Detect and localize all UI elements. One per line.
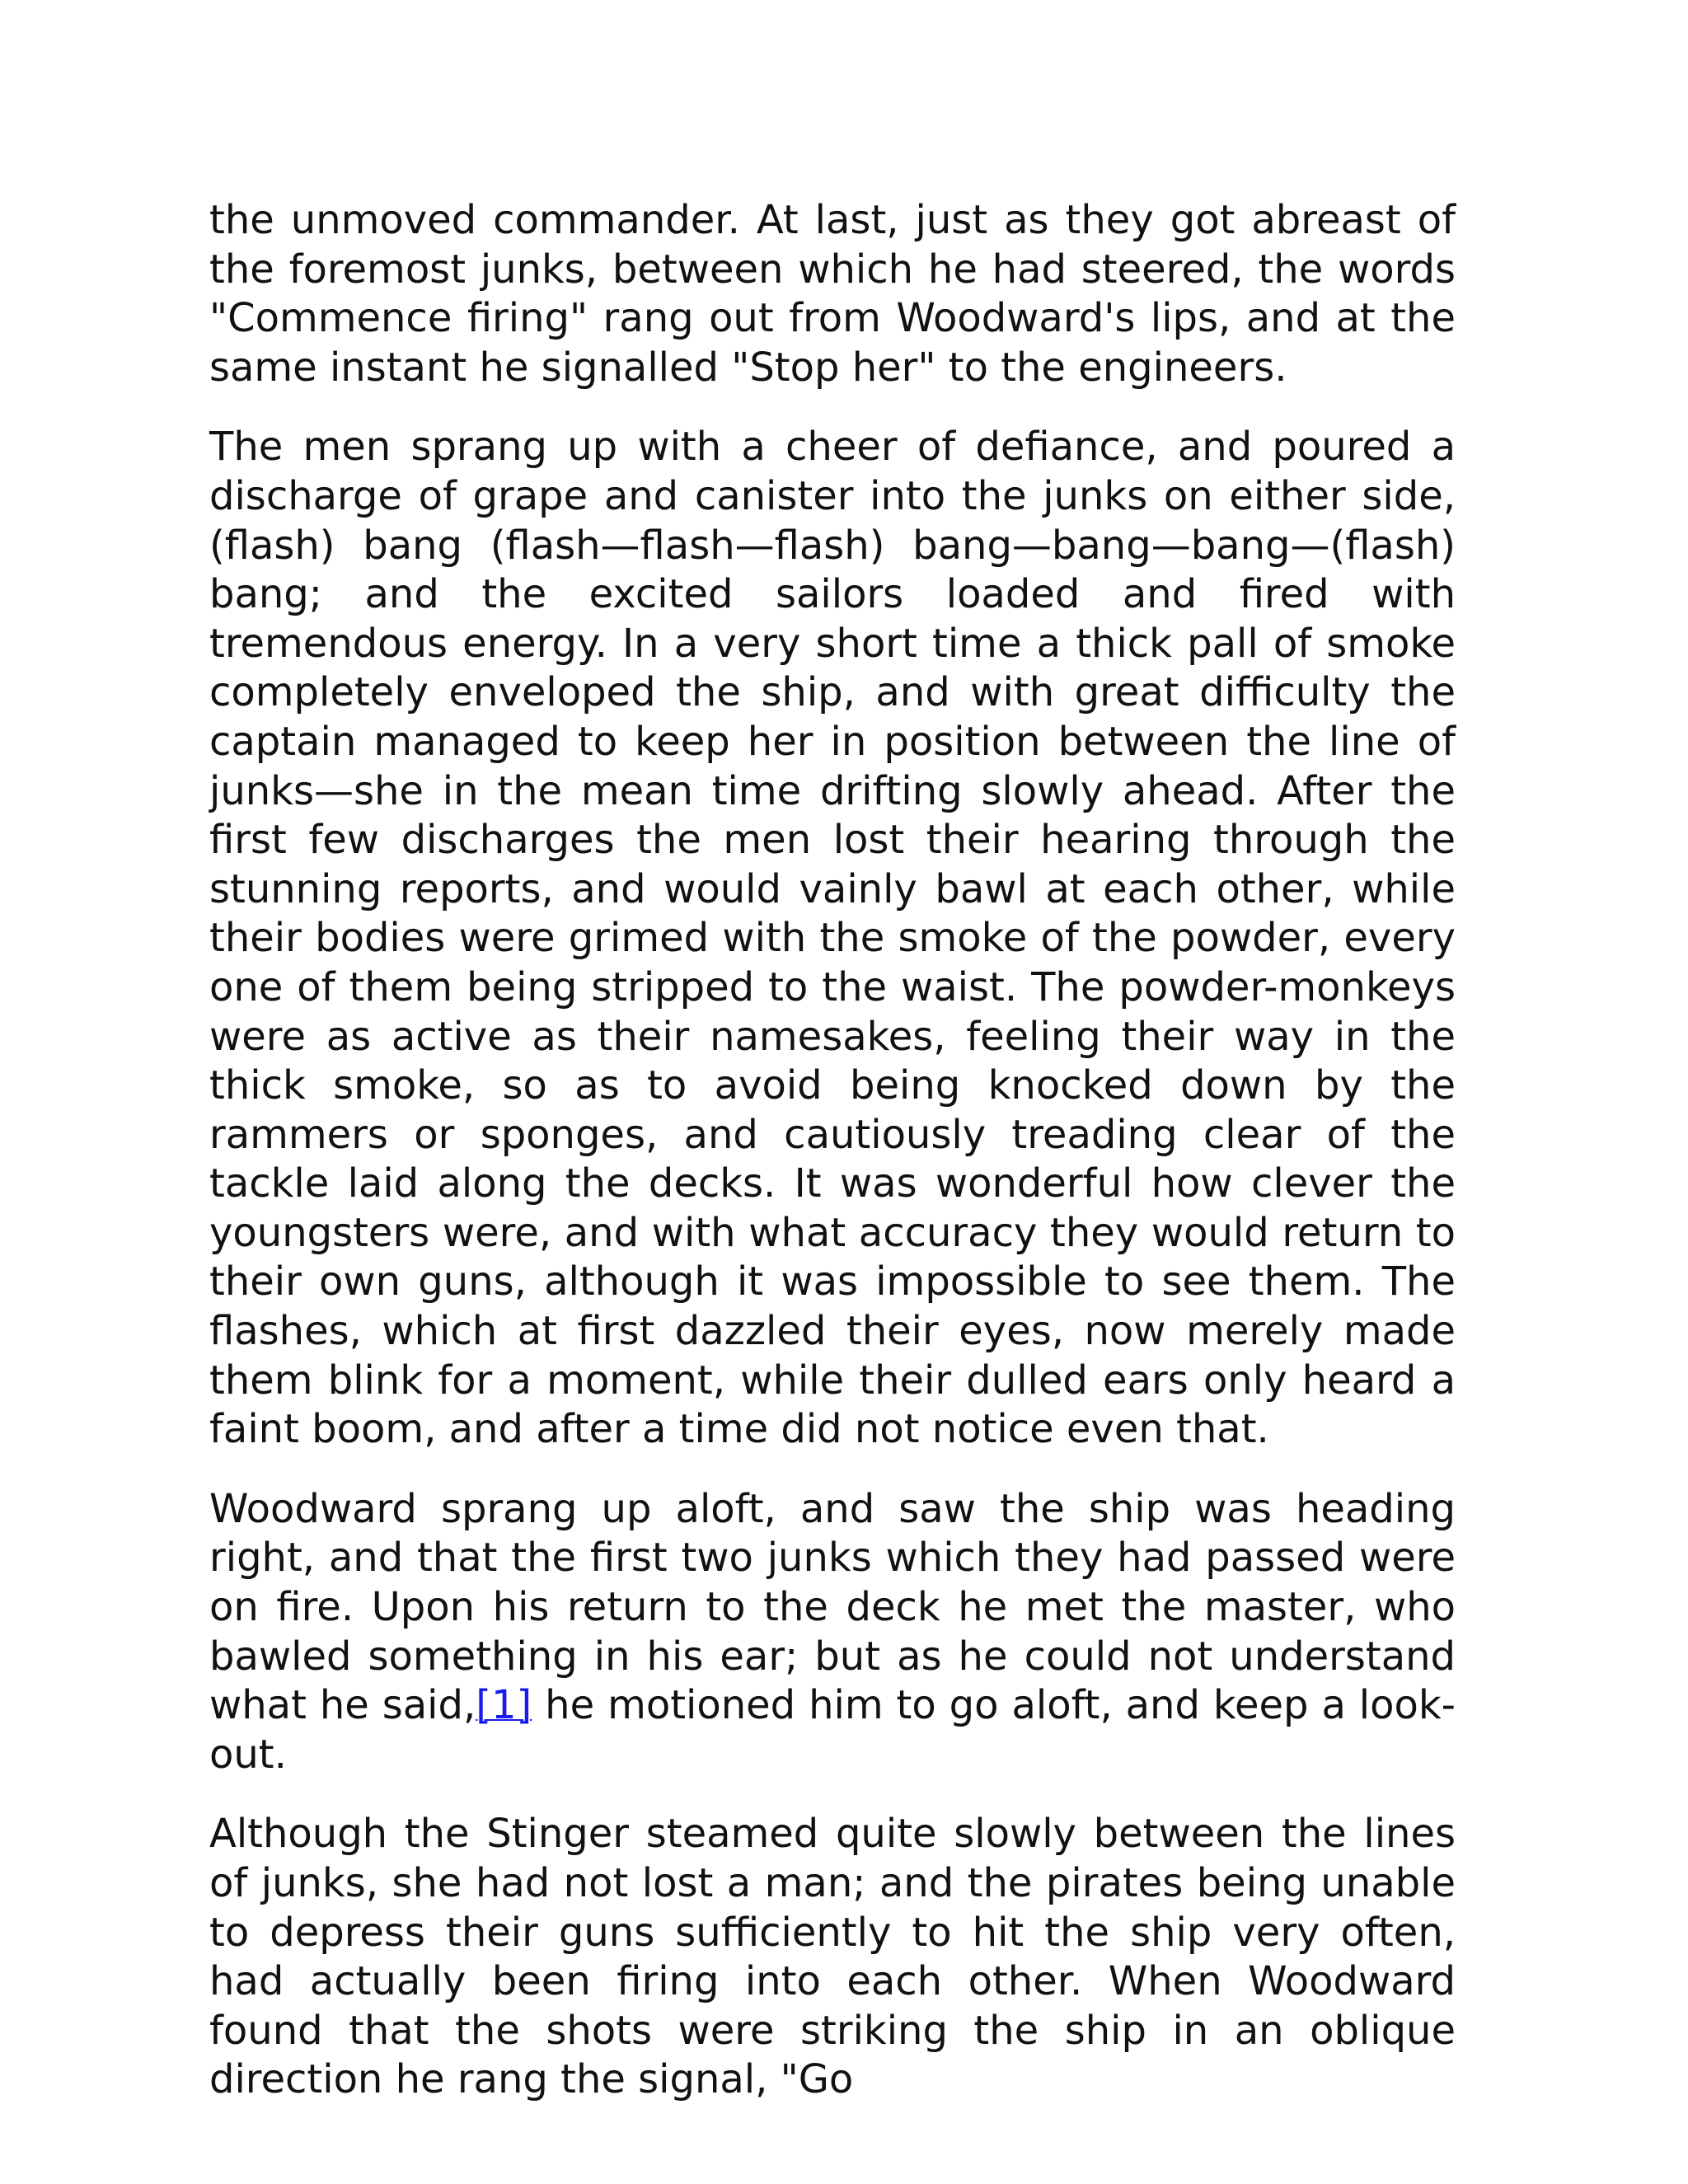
paragraph-2: The men sprang up with a cheer of defiance, and poured a discharge of grape and canister into the junks on either side, (flash) bang (flash—flash—flash) bang—bang—bang—(flash) bang; and the excited sailors loaded and fired with tremendous energy. In a very short time a thick pall of smoke completely enveloped the ship, and with great difficulty the captain managed to keep her in position between the line of junks—she in the mean time drifting slowly ahead. After the first few discharges the men lost their hearing through the stunning reports, and would vainly bawl at each other, while their bodies were grimed with the smoke of the powder, every one of them being stripped to the waist. The powder-monkeys were as active as their namesakes, feeling their way in the thick smoke, so as to avoid being knocked down by the rammers or sponges, and cautiously treading clear of the tackle laid along the decks. It was wonderful how clever the youngsters were, and with what accuracy they would return to their own guns, although it was impossible to see them. The flashes, which at first dazzled their eyes, now merely made them blink for a moment, while their dulled ears only heard a faint boom, and after a time did not notice even that. xyxy=(209,424,1456,1453)
paragraph-4: Although the Stinger steamed quite slowly between the lines of junks, she had not lost a man; and the pirates being unable to depress their guns sufficiently to hit the ship very often, had actually been firing into each other. When Woodward found that the shots were striking the ship in an oblique direction he rang the signal, "Go xyxy=(209,1811,1456,2103)
paragraph-3-text-before: Woodward sprang up aloft, and saw the ship was heading right, and that the first two junks which they had passed were on fire. Upon his return to the deck he met the master, who bawled something in his ear; but as he could not understand what he said, xyxy=(209,1485,1456,1729)
paragraph-1: the unmoved commander. At last, just as they got abreast of the foremost junks, between which he had steered, the words "Commence firing" rang out from Woodward's lips, and at the same instant he signalled "Stop her" to the engineers. xyxy=(209,197,1456,391)
page-body xyxy=(209,196,1456,2135)
paragraph-3 xyxy=(209,1485,1456,1780)
footnote-link[interactable]: [1] xyxy=(476,1682,532,1729)
paragraph-3-text-after: he motioned him to go aloft, and keep a look-out. xyxy=(209,1682,1456,1778)
